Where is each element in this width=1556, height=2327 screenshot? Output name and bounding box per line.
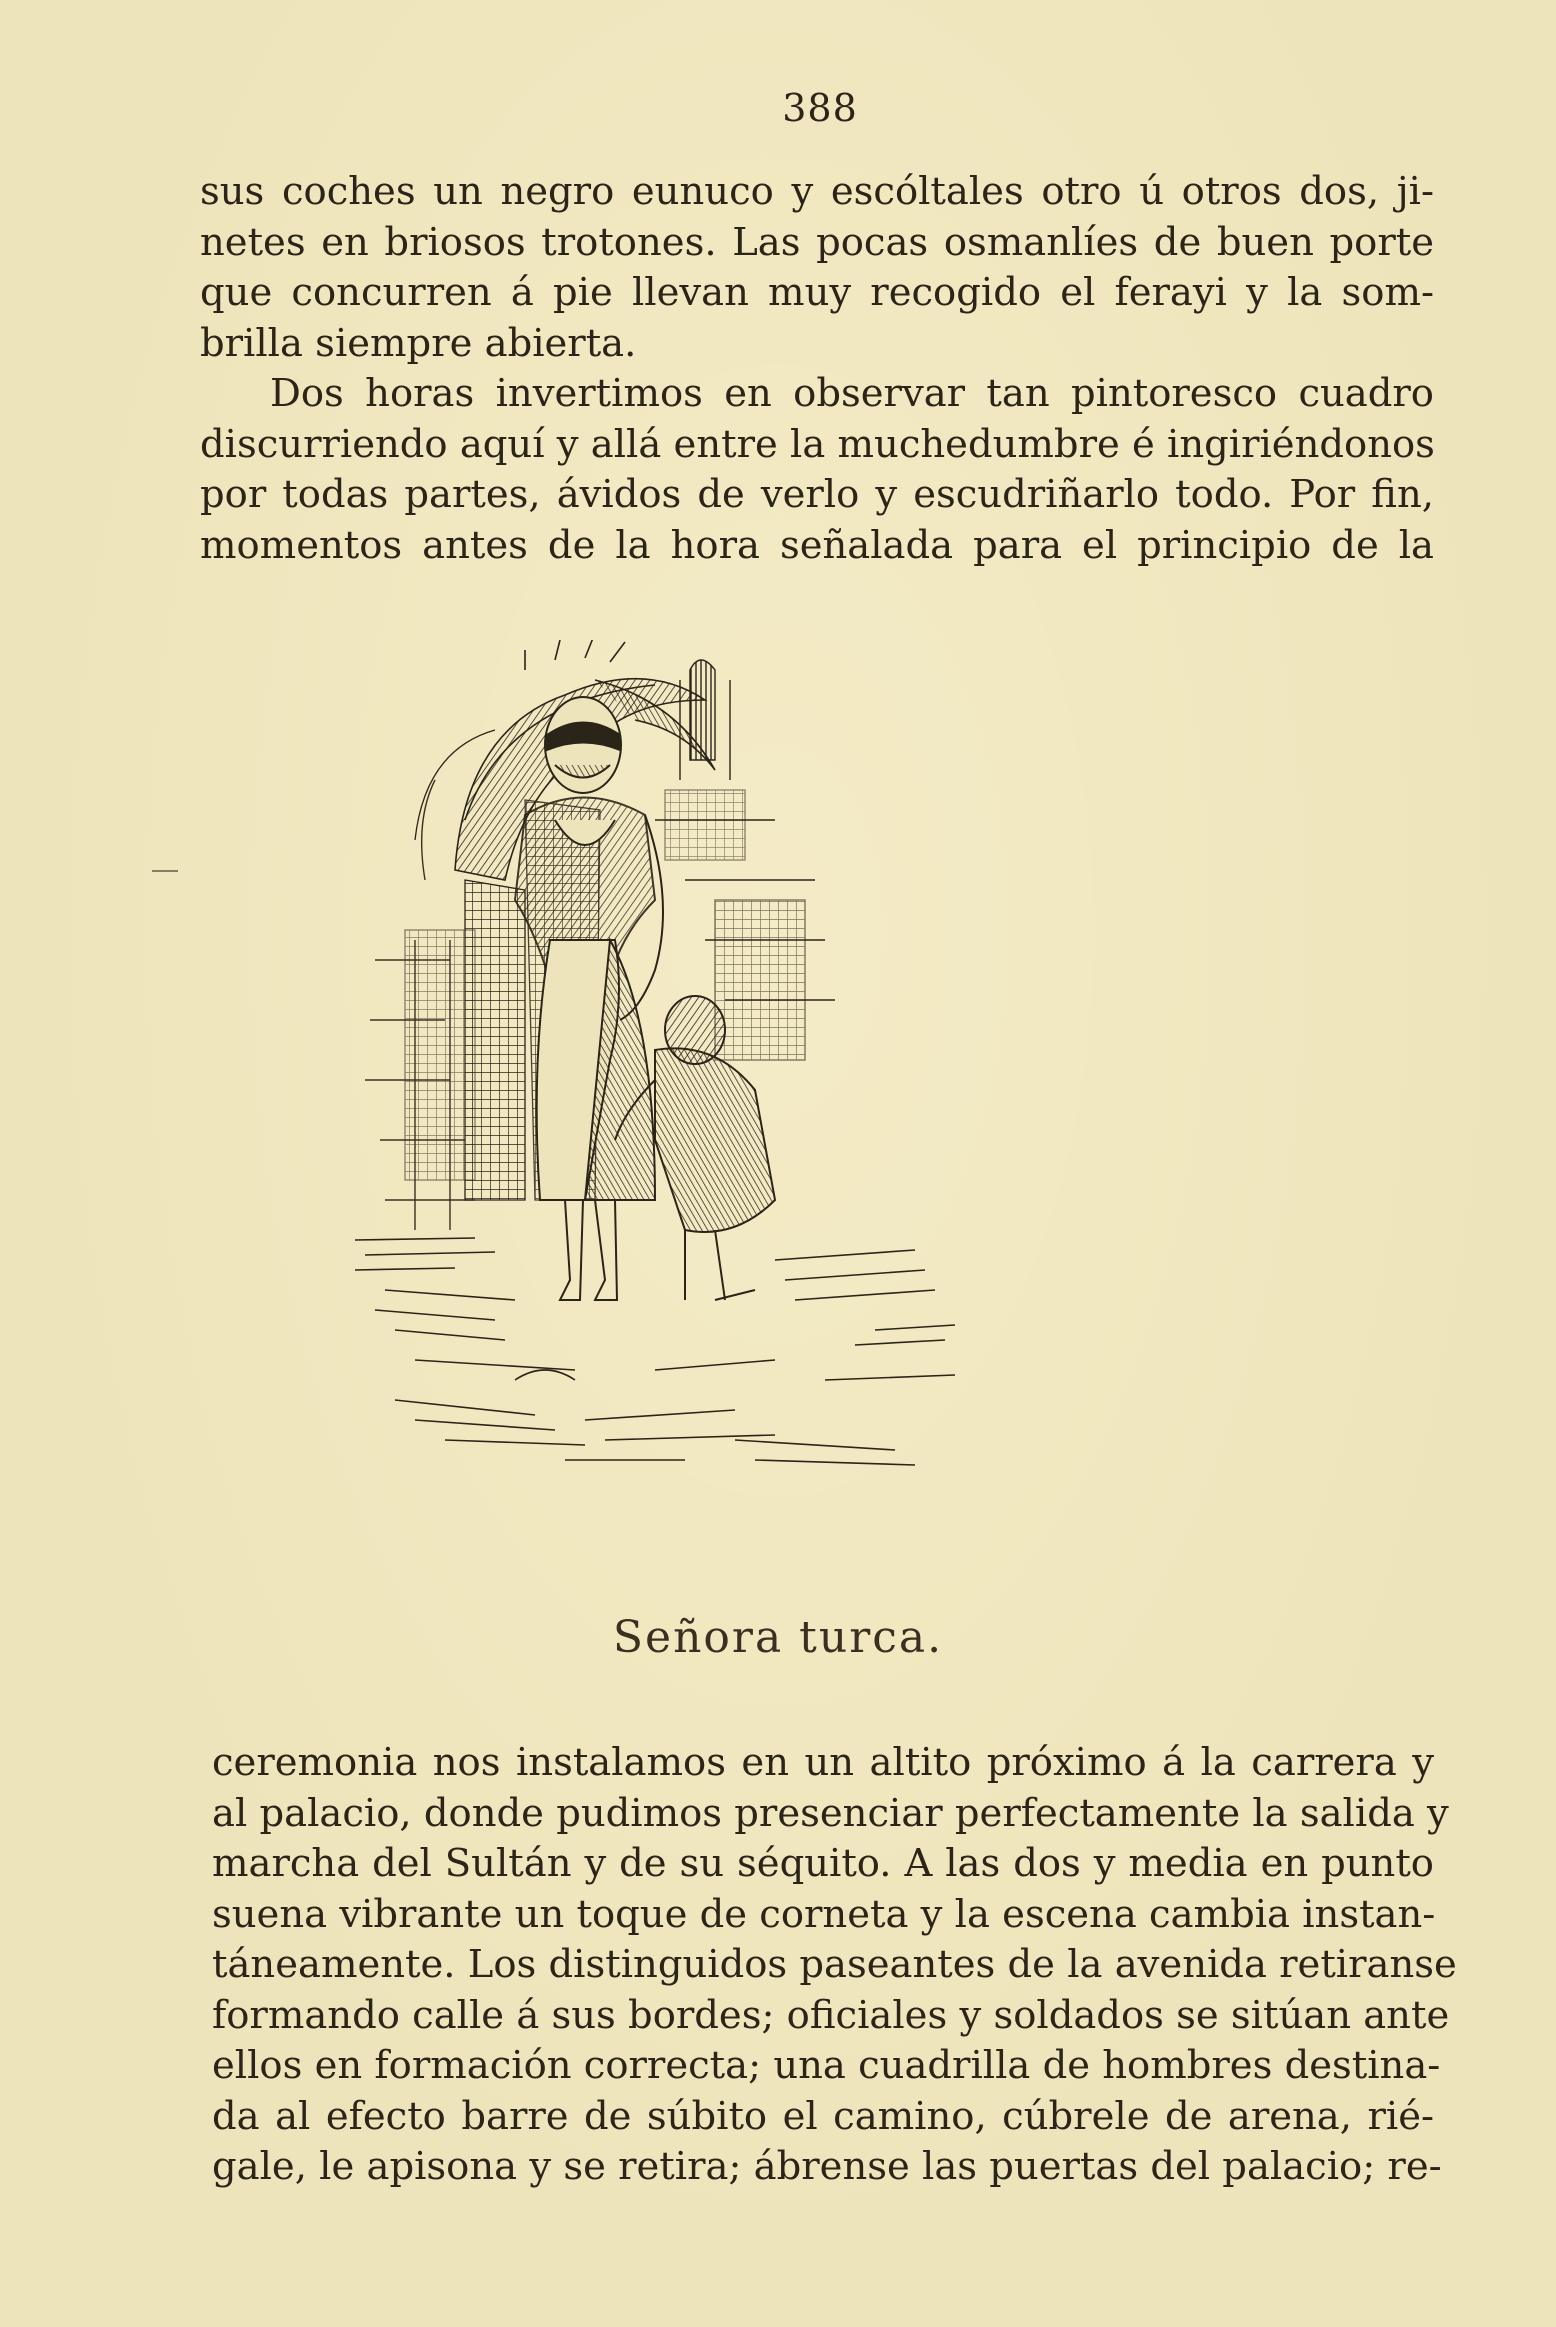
ground-lines <box>355 1238 955 1465</box>
engraving-illustration <box>355 640 1235 1580</box>
text-line: ellos en formación correcta; una cuadrilla de hombres destina- <box>212 2043 1441 2088</box>
bottom-paragraph <box>212 1738 1457 2193</box>
text-line: netes en briosos trotones. Las pocas osmanlíes de buen porte <box>200 219 1434 265</box>
text-line: brilla siempre abierta. <box>200 320 637 366</box>
text-line: por todas partes, ávidos de verlo y escudriñarlo todo. Por fin, <box>200 472 1434 517</box>
text-line: formando calle á sus bordes; oficiales y soldados se sitúan ante <box>212 1992 1450 2038</box>
text-line: al palacio, donde pudimos presenciar perfectamente la salida y <box>212 1790 1449 1836</box>
margin-mark <box>152 870 178 872</box>
top-paragraph <box>200 167 1434 571</box>
text-line: discurriendo aquí y allá entre la muchedumbre é ingiriéndonos <box>200 421 1435 467</box>
text-line: momentos antes de la hora señalada para el principio de la <box>200 522 1434 568</box>
illustration-caption: Señora turca. <box>612 1612 944 1663</box>
text-line: suena vibrante un toque de corneta y la escena cambia instan- <box>212 1891 1436 1937</box>
text-line: que concurren á pie llevan muy recogido el ferayi y la som- <box>200 270 1434 315</box>
text-line: gale, le apisona y se retira; ábrense las puertas del palacio; re- <box>212 2144 1442 2189</box>
text-line: táneamente. Los distinguidos paseantes de la avenida retiranse <box>212 1942 1457 1987</box>
text-line: Dos horas invertimos en observar tan pintoresco cuadro <box>270 371 1434 416</box>
page-number: 388 <box>782 86 858 130</box>
text-line: marcha del Sultán y de su séquito. A las dos y media en punto <box>212 1841 1434 1886</box>
text-line: ceremonia nos instalamos en un altito próximo á la carrera y <box>212 1740 1434 1785</box>
text-line: da al efecto barre de súbito el camino, cúbrele de arena, rié- <box>212 2093 1434 2139</box>
text-line: sus coches un negro eunuco y escóltales otro ú otros dos, ji- <box>200 169 1434 214</box>
